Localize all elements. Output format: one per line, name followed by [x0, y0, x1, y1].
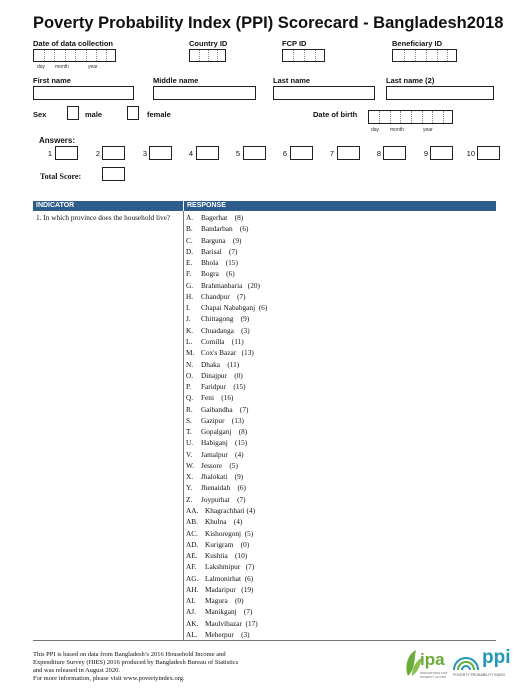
answer-box-10[interactable]: [477, 146, 500, 160]
response-option[interactable]: [186, 450, 244, 460]
option-letter: W.: [186, 460, 195, 470]
title-text: Poverty Probability Index (PPI) Scorecard - Bangladesh: [33, 14, 467, 32]
option-text: Chapai Nababganj (6): [201, 303, 268, 313]
date-day-label: day: [37, 64, 46, 70]
answer-number-9: 9: [423, 149, 428, 158]
total-score-label: Total Score:: [40, 172, 82, 181]
answer-number-3: 3: [142, 149, 147, 158]
female-checkbox[interactable]: [127, 106, 139, 120]
option-letter: Q.: [186, 393, 194, 403]
date-of-birth-label: Date of birth: [313, 110, 358, 119]
answer-number-8: 8: [376, 149, 381, 158]
option-letter: AF.: [186, 562, 197, 572]
ppi-arc-icon: [451, 648, 481, 672]
response-option[interactable]: [186, 506, 255, 516]
response-option[interactable]: [186, 269, 235, 279]
option-letter: B.: [186, 224, 193, 234]
total-score-box[interactable]: [102, 167, 125, 181]
option-letter: H.: [186, 291, 194, 301]
last-name-2-label: Last name (2): [386, 76, 435, 85]
answer-number-6: 6: [282, 149, 287, 158]
response-option[interactable]: [186, 382, 246, 392]
response-option[interactable]: [186, 281, 260, 291]
option-letter: N.: [186, 359, 194, 369]
footer-line-3: and was released in August 2020.: [33, 667, 121, 674]
table-column-divider: [183, 211, 184, 640]
middle-name-field[interactable]: [153, 86, 256, 100]
answer-number-4: 4: [188, 149, 193, 158]
option-letter: AJ.: [186, 607, 196, 617]
option-letter: D.: [186, 246, 194, 256]
response-option[interactable]: [186, 348, 254, 358]
option-text: Faridpur (15): [201, 382, 246, 392]
response-option[interactable]: [186, 337, 244, 347]
title-year: 2018: [466, 14, 504, 32]
answer-box-9[interactable]: [430, 146, 453, 160]
answer-number-7: 7: [329, 149, 334, 158]
response-option[interactable]: [186, 314, 249, 324]
option-letter: AH.: [186, 584, 199, 594]
response-option[interactable]: [186, 619, 258, 629]
response-option[interactable]: [186, 427, 247, 437]
option-text: Bogra (6): [201, 269, 235, 279]
answer-box-5[interactable]: [243, 146, 266, 160]
option-text: Maulvibazar (17): [205, 618, 258, 628]
option-text: Meherpur (3): [205, 629, 250, 639]
response-option[interactable]: [186, 551, 247, 561]
option-text: Kishoregonj (5): [205, 528, 254, 538]
male-label: male: [85, 110, 103, 119]
ppi-logo: [451, 646, 526, 682]
table-bottom-border: [33, 640, 496, 641]
beneficiary-id-field[interactable]: [392, 49, 457, 62]
answer-box-3[interactable]: [149, 146, 172, 160]
response-option[interactable]: [186, 405, 248, 415]
response-option[interactable]: [186, 607, 252, 617]
last-name-2-field[interactable]: [386, 86, 494, 100]
response-option[interactable]: [186, 360, 239, 370]
option-text: Joypurhat (7): [201, 494, 246, 504]
option-letter: X.: [186, 472, 194, 482]
date-collection-field[interactable]: [33, 49, 116, 62]
response-option[interactable]: [186, 574, 253, 584]
response-option[interactable]: [186, 461, 238, 471]
answer-box-6[interactable]: [290, 146, 313, 160]
option-text: Jessore (5): [201, 460, 238, 470]
answers-label: Answers:: [39, 136, 76, 145]
option-text: Jhenaidah (6): [201, 483, 246, 493]
response-option[interactable]: [186, 596, 244, 606]
footer-line-4: For more information, please visit www.povertyindex.org.: [33, 675, 185, 682]
option-text: Barguna (9): [201, 235, 242, 245]
option-text: Gazipur (13): [201, 415, 244, 425]
option-text: Magura (0): [205, 596, 244, 606]
last-name-field[interactable]: [273, 86, 375, 100]
last-name-label: Last name: [273, 76, 311, 85]
ppi-logo-text: ppi: [482, 647, 511, 668]
male-checkbox[interactable]: [67, 106, 79, 120]
option-letter: K.: [186, 325, 194, 335]
option-text: Khulna (4): [205, 517, 243, 527]
ppi-logo-subtitle: POVERTY PROBABILITY INDEX: [453, 673, 506, 677]
footer-line-2: Expenditure Survey (HIES) 2016 produced by Bangladesh Bureau of Statistics: [33, 659, 239, 666]
option-letter: AG.: [186, 573, 199, 583]
option-text: Chittagong (9): [201, 314, 250, 324]
ipa-logo: [402, 646, 450, 682]
response-option[interactable]: [186, 438, 247, 448]
option-text: Khagrachhari (4): [205, 506, 256, 516]
response-option[interactable]: [186, 393, 233, 403]
option-text: Comilla (11): [201, 336, 244, 346]
option-letter: T.: [186, 427, 192, 437]
option-text: Habiganj (15): [201, 438, 248, 448]
response-option[interactable]: [186, 585, 253, 595]
option-text: Bandarban (6): [201, 224, 249, 234]
response-option[interactable]: [186, 303, 267, 313]
answer-box-8[interactable]: [383, 146, 406, 160]
option-letter: Y.: [186, 483, 193, 493]
response-header: RESPONSE: [184, 201, 496, 211]
footer-note: [33, 651, 383, 683]
option-text: Gopalganj (8): [201, 427, 248, 437]
response-option[interactable]: [186, 472, 243, 482]
response-option[interactable]: [186, 247, 237, 257]
option-text: Dinajpur (0): [201, 370, 243, 380]
option-text: Madaripur (19): [205, 584, 254, 594]
answer-box-4[interactable]: [196, 146, 219, 160]
option-letter: I.: [186, 303, 191, 313]
option-text: Dhaka (11): [201, 359, 240, 369]
option-text: Cox's Bazar (13): [201, 348, 254, 358]
response-option[interactable]: [186, 630, 250, 640]
response-option[interactable]: [186, 236, 241, 246]
first-name-field[interactable]: [33, 86, 134, 100]
option-text: Jamalpur (4): [201, 449, 244, 459]
response-option[interactable]: [186, 416, 244, 426]
fcp-id-label: FCP ID: [282, 39, 307, 48]
option-letter: AD.: [186, 539, 199, 549]
country-id-label: Country ID: [189, 39, 228, 48]
option-text: Kushtia (10): [205, 551, 248, 561]
option-letter: Z.: [186, 494, 193, 504]
response-option[interactable]: [186, 540, 249, 550]
option-letter: V.: [186, 449, 193, 459]
response-option[interactable]: [186, 483, 246, 493]
beneficiary-id-label: Beneficiary ID: [392, 39, 443, 48]
option-letter: AB.: [186, 517, 198, 527]
option-letter: F.: [186, 269, 192, 279]
answer-box-7[interactable]: [337, 146, 360, 160]
option-text: Kurigram (0): [205, 539, 250, 549]
option-text: Manikganj (7): [205, 607, 253, 617]
option-letter: M.: [186, 348, 195, 358]
option-text: Lalmonirhat (6): [205, 573, 254, 583]
answer-number-10: 10: [466, 149, 475, 158]
answer-number-1: 1: [47, 149, 52, 158]
option-letter: AI.: [186, 596, 196, 606]
date-collection-label: Date of data collection: [33, 39, 114, 48]
option-letter: S.: [186, 415, 192, 425]
option-letter: AA.: [186, 506, 199, 516]
option-text: Gaibandha (7): [201, 404, 249, 414]
response-option[interactable]: [186, 213, 243, 223]
indicator-header: INDICATOR: [33, 201, 183, 211]
response-option[interactable]: [186, 292, 246, 302]
option-letter: AK.: [186, 618, 199, 628]
question-1: 1. In which province does the household live?: [36, 213, 171, 222]
response-option[interactable]: [186, 326, 250, 336]
option-text: Bagerhat (8): [201, 213, 244, 222]
option-letter: R.: [186, 404, 193, 414]
ipa-logo-subtitle: INNOVATIONS FOR POVERTY ACTION: [420, 671, 448, 679]
ipa-logo-text: ipa: [420, 650, 445, 669]
response-option[interactable]: [186, 224, 248, 234]
option-letter: E.: [186, 258, 193, 268]
response-option[interactable]: [186, 562, 254, 572]
option-letter: AE.: [186, 551, 198, 561]
option-letter: J.: [186, 314, 191, 324]
option-text: Jhalokati (9): [201, 472, 244, 482]
answer-number-5: 5: [235, 149, 240, 158]
option-text: Feni (16): [201, 393, 234, 403]
option-text: Chandpur (7): [201, 291, 246, 301]
date-year-label: year: [88, 64, 98, 70]
dob-year-label: year: [423, 127, 433, 133]
option-letter: P.: [186, 382, 192, 392]
option-letter: AL.: [186, 629, 198, 639]
option-letter: G.: [186, 280, 194, 290]
option-text: Barisal (7): [201, 246, 238, 256]
date-of-birth-field[interactable]: [368, 110, 453, 124]
option-letter: O.: [186, 370, 194, 380]
answer-box-1[interactable]: [55, 146, 78, 160]
middle-name-label: Middle name: [153, 76, 199, 85]
footer-line-1: This PPI is based on data from Bangladesh’s 2016 Household Income and: [33, 651, 226, 658]
option-text: Bhola (15): [201, 258, 238, 268]
response-option[interactable]: [186, 529, 253, 539]
option-letter: C.: [186, 235, 193, 245]
fcp-id-field[interactable]: [282, 49, 325, 62]
option-text: Chuadanga (3): [201, 325, 250, 335]
response-option[interactable]: [186, 495, 246, 505]
response-option[interactable]: [186, 258, 238, 268]
response-option[interactable]: [186, 517, 242, 527]
country-id-field[interactable]: [189, 49, 226, 62]
option-letter: U.: [186, 438, 194, 448]
answer-box-2[interactable]: [102, 146, 125, 160]
date-month-label: month: [55, 64, 69, 70]
dob-month-label: month: [390, 127, 404, 133]
option-text: Lakshmipur (7): [205, 562, 255, 572]
option-letter: L.: [186, 336, 193, 346]
female-label: female: [147, 110, 171, 119]
dob-day-label: day: [371, 127, 380, 133]
page-title: [33, 14, 503, 33]
option-letter: AC.: [186, 528, 198, 538]
answer-number-2: 2: [95, 149, 100, 158]
response-option[interactable]: [186, 371, 243, 381]
sex-label: Sex: [33, 110, 47, 119]
option-letter: A.: [186, 213, 194, 222]
first-name-label: First name: [33, 76, 71, 85]
option-text: Brahmanbaria (20): [201, 280, 260, 290]
